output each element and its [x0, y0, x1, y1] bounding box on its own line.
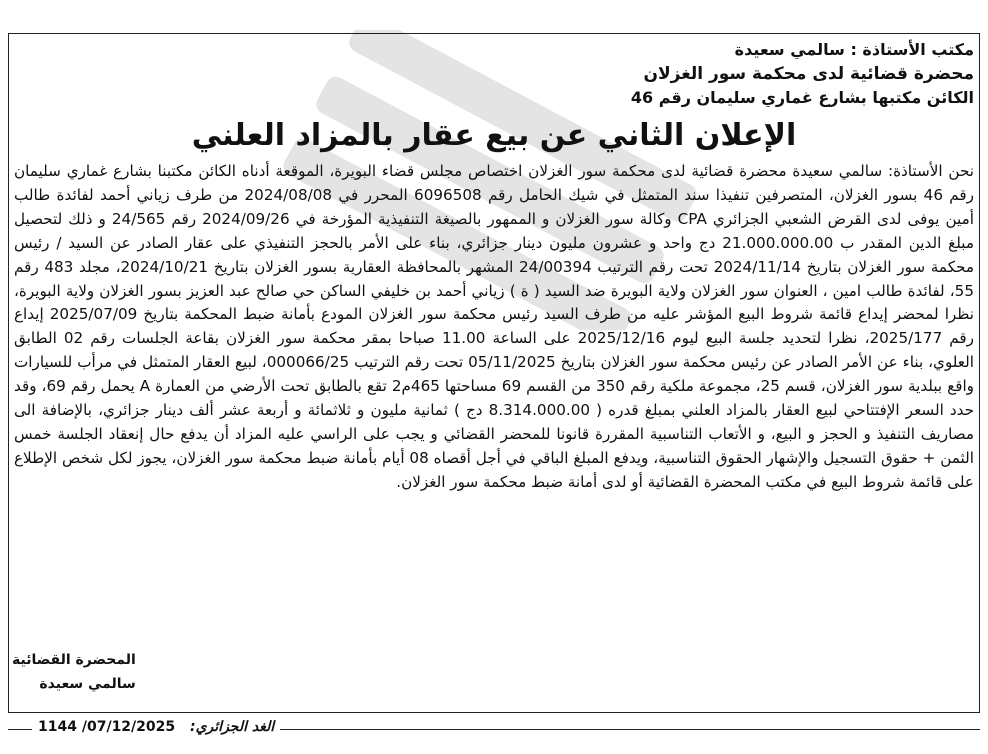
address-line: الكائن مكتبها بشارع غماري سليمان رقم 46	[630, 88, 974, 107]
notice-body: نحن الأستاذة: سالمي سعيدة محضرة قضائية لدى محكمة سور الغزلان اختصاص مجلس قضاء البويرة، الموقعة أدناه الكائن مكتبنا بشارع غماري سليمان رقم 46 بسور الغزلان، المتصرفين تنفيذا سند المتمثل في شيك الحامل رقم 6096508 المحرر في 2024/08/08 من طرف زياني أحمد لفائدة طالب أمين يوفى لدى القرض الشعبي الجزائري CPA وكالة سور الغزلان و الممهور بالصيغة التنفيذية المؤرخة في 2024/09/26 رقم 24/565 و ذلك لتحصيل مبلغ الدين المقدر ب 21.000.000.00 دج واحد و عشرون مليون دينار جزائري، بناء على الأمر بالحجز التنفيذي على عقار الصادر عن السيد / رئيس محكمة سور الغزلان بتاريخ 2024/11/14 تحت رقم الترتيب 24/00394 المشهر بالمحافظة العقارية بسور الغزلان بتاريخ 2024/10/21، مجلد 483 رقم 55، لفائدة طالب امين ، العنوان سور الغزلان ولاية البويرة ضد السيد ( ة ) زياني أحمد بن خليفي الساكن حي صالح عبد العزيز بسور الغزلان ولاية البويرة، نظرا لمحضر إيداع قائمة شروط البيع المؤشر عليه من طرف السيد رئيس محكمة سور الغزلان المودع بأمانة ضبط المحكمة بتاريخ 2025/07/09 إيداع رقم 2025/177، نظرا لتحديد جلسة البيع ليوم 2025/12/16 على الساعة 11.00 صباحا بمقر محكمة سور الغزلان بقاعة الجلسات رقم 02 الطابق العلوي، بناء عن الأمر الصادر عن رئيس محكمة سور الغزلان بتاريخ 05/11/2025 تحت رقم الترتيب 000066/25، لبيع العقار المتمثل في مرأب للسيارات واقع ببلدية سور الغزلان، قسم 25، مجموعة ملكية رقم 350 من القسم 69 مساحتها 465م2 تقع بالطابق تحت الأرضي من العمارة A يحمل رقم 69، وقد حدد السعر الإفتتاحي لبيع العقار بالمزاد العلني بمبلغ قدره ( 8.314.000.00 دج ) ثمانية مليون و ثلاثمائة و أربعة عشر ألف دينار جزائري، بالإضافة الى مصاريف التنفيذ و الحجز و البيع، و الأتعاب التناسبية المقررة قانونا للمحضر القضائي و يجب على الراسي عليه المزاد أن يدفع حال إنعقاد الجلسة خمس الثمن + حقوق التسجيل والإشهار الحقوق التناسبية، ويدفع المبلغ الباقي في أجل أقصاه 08 أيام بأمانة ضبط محكمة سور الغزلان، يجوز لكل شخص الإطلاع على قائمة شروط البيع في مكتب المحضرة القضائية أو لدى أمانة ضبط محكمة سور الغزلان.	[14, 162, 975, 491]
signature-title: المحضرة القضائية	[12, 652, 136, 668]
issue-reference: 07/12/2025/ 1144	[38, 719, 176, 735]
signature-name: سالمي سعيدة	[39, 676, 136, 692]
notice-title: الإعلان الثاني عن بيع عقار بالمزاد العلني	[191, 118, 797, 153]
signature-block	[12, 648, 136, 696]
newspaper-name: الغد الجزائري:	[190, 719, 275, 735]
notice-content	[14, 38, 974, 495]
office-line: مكتب الأستاذة : سالمي سعيدة	[734, 40, 974, 59]
footer-reference	[32, 719, 280, 735]
footer	[0, 713, 988, 749]
role-line: محضرة قضائية لدى محكمة سور الغزلان	[643, 64, 974, 84]
